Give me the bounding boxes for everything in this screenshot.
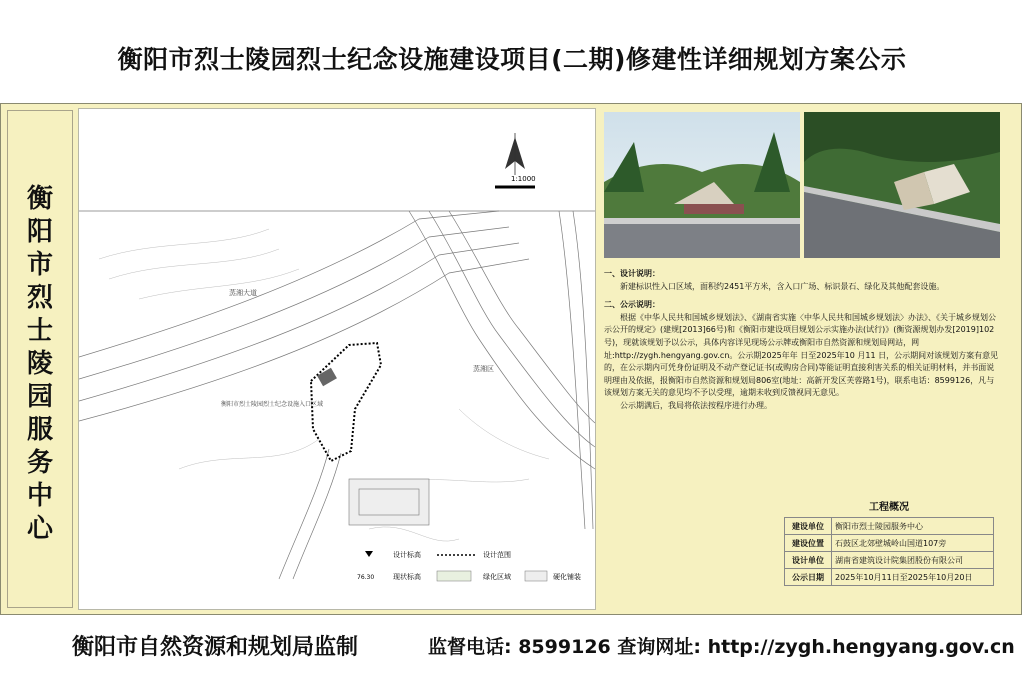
- side-char: 市: [26, 250, 53, 280]
- side-char: 园: [26, 382, 53, 412]
- svg-text:设计标高: 设计标高: [393, 551, 421, 559]
- rendering-aerial-view: [804, 112, 1000, 258]
- table-row: 建设位置 石鼓区北郊壁城岭山国道107旁: [785, 535, 994, 552]
- table-row: 设计单位 湖南省建筑设计院集团股份有限公司: [785, 552, 994, 569]
- side-char: 服: [26, 415, 53, 445]
- side-char: 阳: [26, 217, 53, 247]
- north-arrow-icon: [505, 133, 525, 175]
- legend-graphic: [349, 545, 596, 605]
- side-char: 烈: [26, 283, 53, 313]
- project-table: [784, 517, 994, 586]
- footer: [0, 628, 1024, 658]
- side-char: 士: [26, 316, 53, 346]
- svg-text:绿化区域: 绿化区域: [483, 573, 511, 581]
- table-row: 建设单位 衡阳市烈士陵园服务中心: [785, 518, 994, 535]
- side-title: [7, 110, 73, 608]
- site-plan-drawing: [79, 109, 595, 609]
- side-char: 务: [26, 448, 53, 478]
- road-label: 蒸湘大道: [229, 289, 257, 297]
- public-heading: 二、公示说明：: [604, 300, 660, 310]
- svg-text:硬化铺装: 硬化铺装: [553, 573, 581, 581]
- entrance-plaza: [317, 368, 337, 386]
- roads: [79, 211, 595, 579]
- footer-issuer: 衡阳市自然资源和规划局监制: [72, 635, 359, 660]
- district-label: 蒸湘区: [473, 365, 494, 373]
- footer-contact: 监督电话: 8599126 查询网址: http://zygh.hengyang.gov.cn: [428, 636, 1015, 658]
- public-end: 公示期满后，我局将依法按程序进行办理。: [620, 400, 772, 410]
- site-label: 衡阳市烈士陵园烈士纪念设施入口区域: [221, 401, 324, 408]
- page-title: 衡阳市烈士陵园烈士纪念设施建设项目(二期)修建性详细规划方案公示: [117, 45, 907, 74]
- svg-text:现状标高: 现状标高: [393, 573, 421, 581]
- side-char: 陵: [26, 349, 53, 379]
- table-row: 公示日期 2025年10月11日至2025年10月20日: [785, 569, 994, 586]
- project-title: 工程概况: [869, 502, 909, 513]
- project-overview: [784, 498, 994, 586]
- scale-text: 1:1000: [511, 175, 536, 183]
- svg-text:76.30: 76.30: [357, 574, 375, 581]
- buildings: [349, 479, 429, 525]
- site-plan: [78, 108, 596, 610]
- side-char: 心: [26, 514, 53, 544]
- design-heading: 一、设计说明：: [604, 269, 660, 278]
- side-char: 衡: [26, 184, 53, 214]
- design-body: 新建标识性入口区域，面积约2451平方米，含入口广场、标识景石、绿化及其他配套设施。: [620, 281, 945, 291]
- rendering-front-view: [604, 112, 800, 258]
- side-char: 中: [26, 481, 53, 511]
- svg-text:设计范围: 设计范围: [483, 551, 511, 559]
- public-body: 根据《中华人民共和国城乡规划法》、《湖南省实施〈中华人民共和国城乡规划法〉办法》、《关于城乡规划公示公开的规定》(建规[2013]66号)和《衡阳市建设项目规划公示实施办法(试行)》(衡资源规划办发[2019]102号)，现就该规划予以公示，具体内容详见现场公示牌或衡阳市自然资源和规划局网站，网址:http://zygh.hengyang.gov.cn。公示期2025年年 日至2025年10 月11 日，公示期间对该规划方案有意见的，在公示期内可凭身份证明及不动产登记证书(或购房合同)等能证明直接利害关系的相关证明材料，并书面说明理由及依据，报衡阳市自然资源和规划局806室(地址：高新开发区芙蓉路1号)，联系电话：8599126，凡与该规划方案无关的意见均不予以受理，逾期未收到反馈视同无意见。: [604, 312, 999, 398]
- notice-text: [604, 268, 1000, 413]
